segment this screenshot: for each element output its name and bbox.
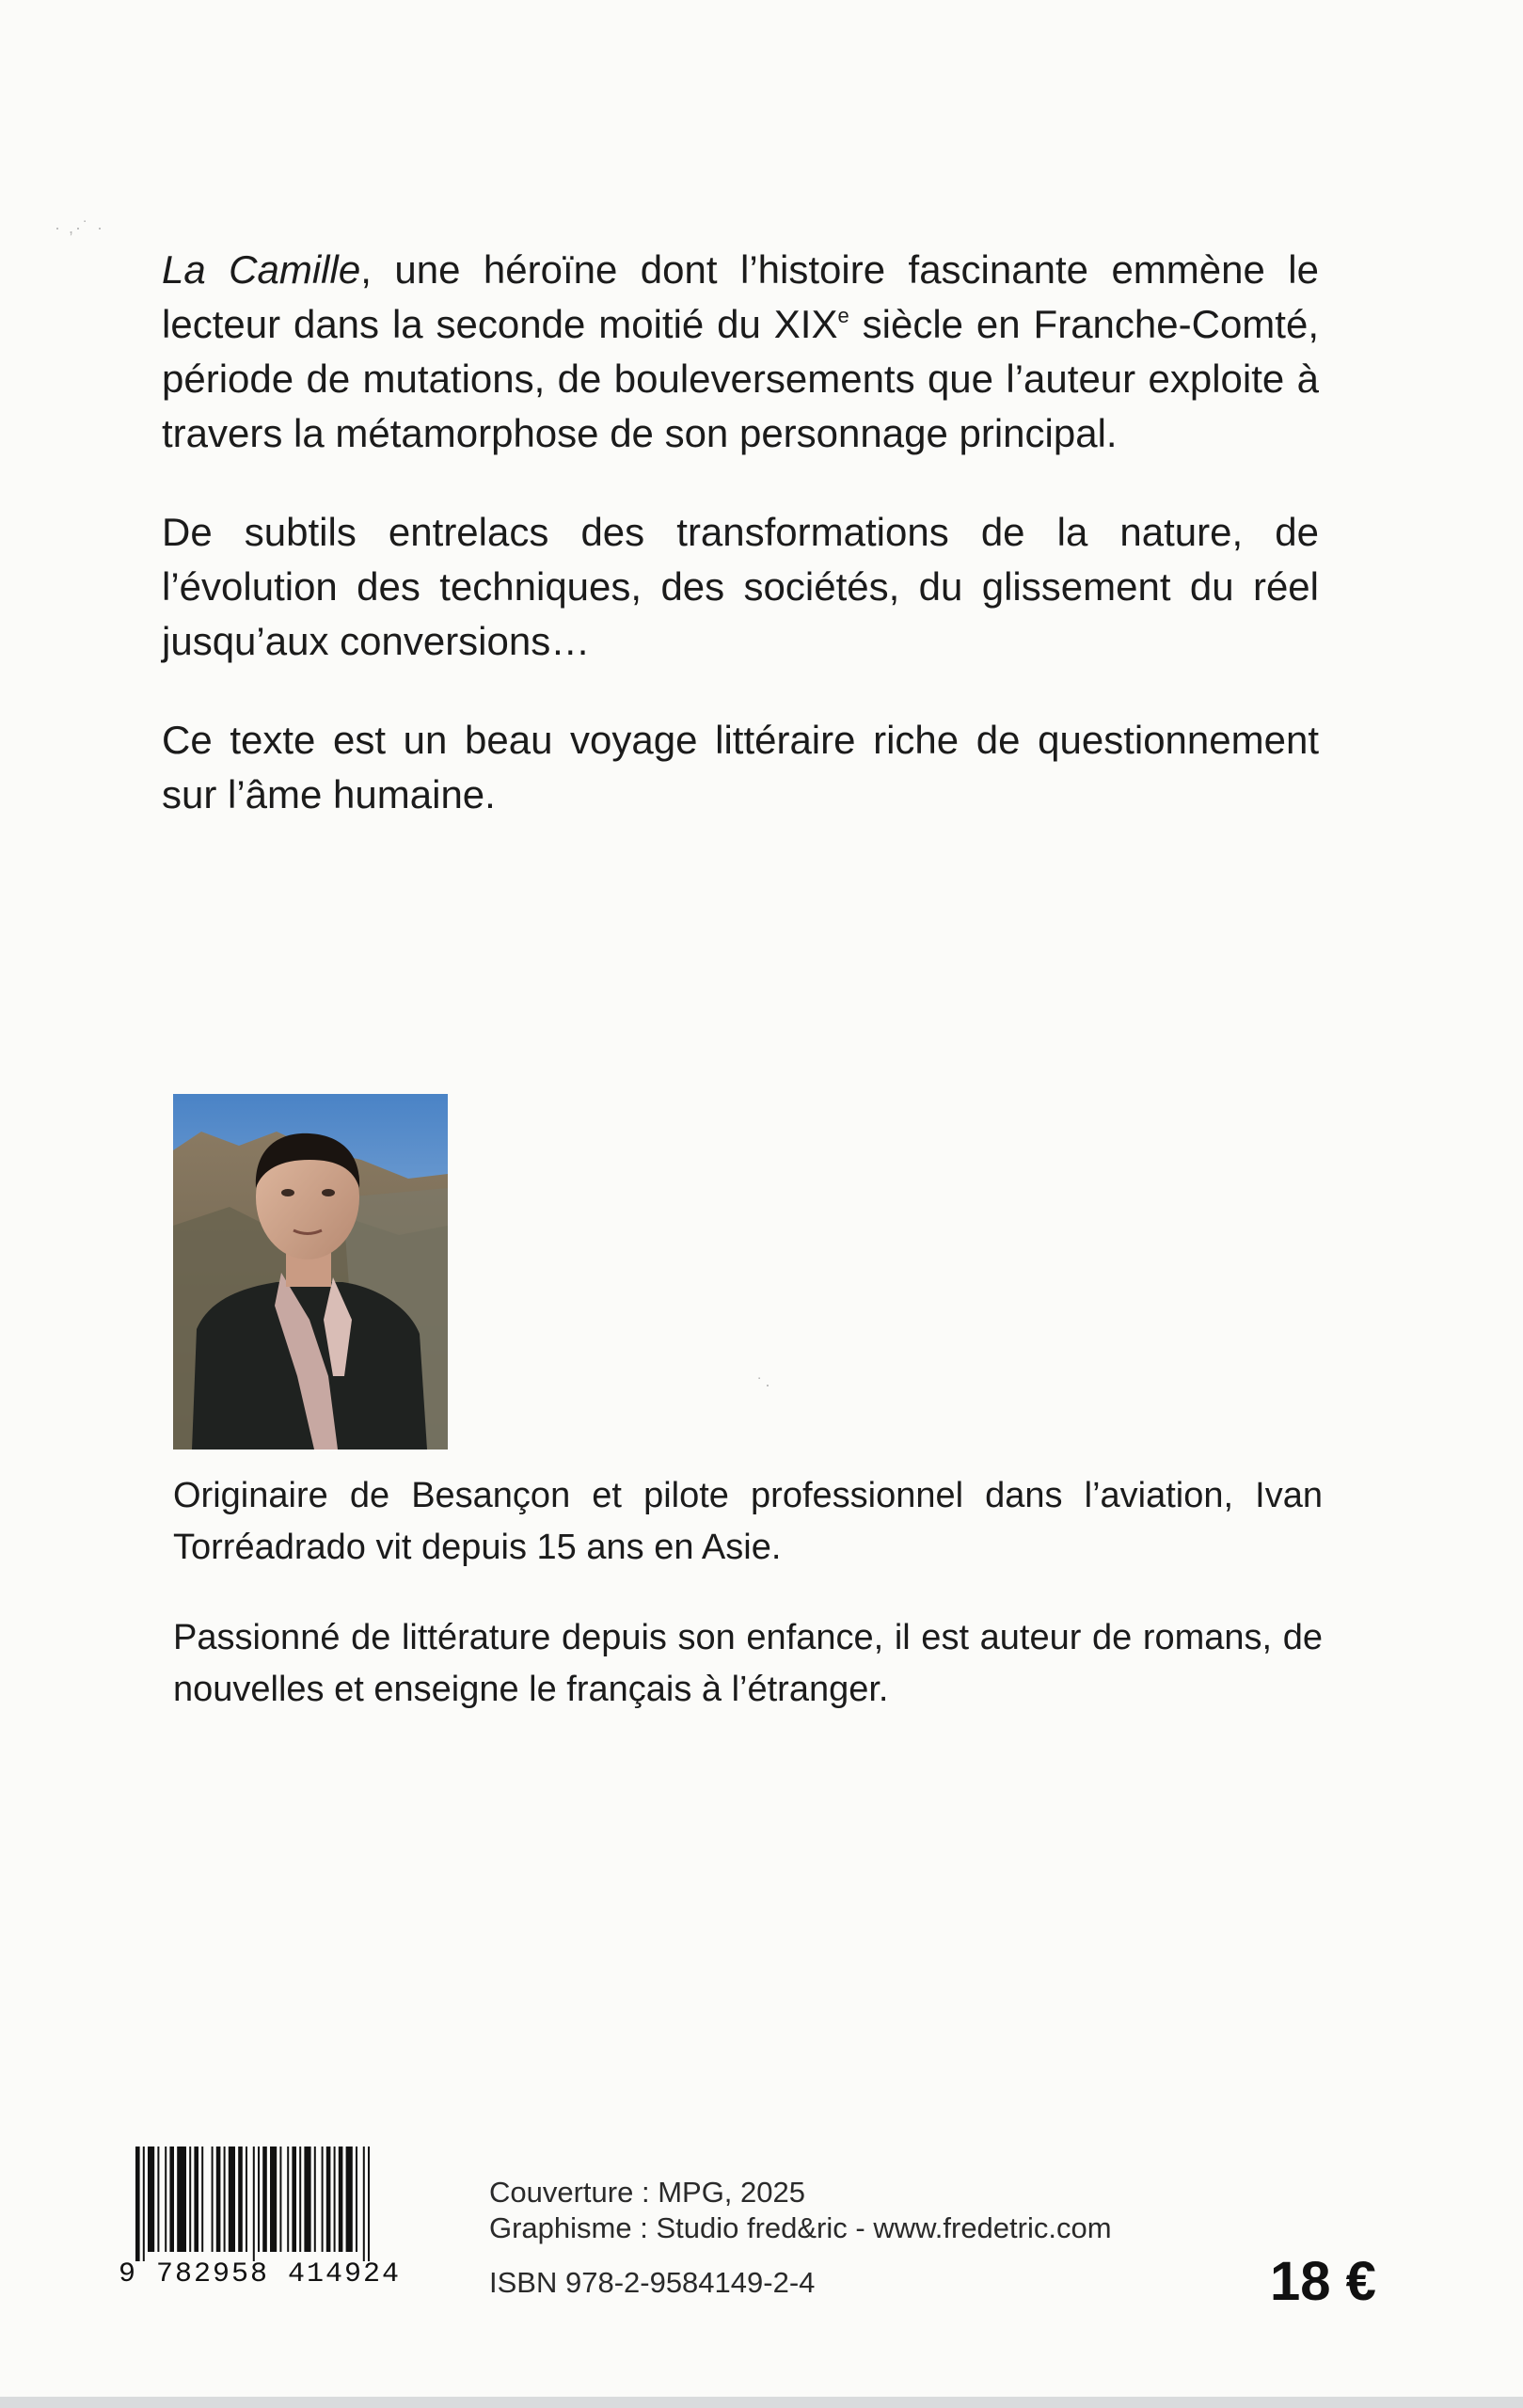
barcode-bar [270, 2147, 277, 2252]
barcode-bar [224, 2147, 226, 2252]
barcode-bar [314, 2147, 316, 2252]
barcode-bar [135, 2147, 140, 2261]
barcode-bar [148, 2147, 154, 2252]
barcode-bar [299, 2147, 301, 2252]
blurb-paragraph-3: Ce texte est un beau voyage littéraire riche de questionnement sur l’âme humaine. [162, 718, 1319, 816]
barcode-bar [339, 2147, 343, 2252]
barcode-bar [143, 2147, 145, 2261]
barcode-bar [157, 2147, 159, 2252]
isbn-number: ISBN 978-2-9584149-2-4 [489, 2266, 816, 2299]
barcode-bar [201, 2147, 203, 2252]
back-cover-blurb [162, 243, 1319, 866]
barcode-bar [356, 2147, 357, 2252]
barcode-bar [292, 2147, 296, 2252]
barcode-digits: 9 782958 414924 [119, 2258, 402, 2290]
barcode-bar [253, 2147, 255, 2261]
design-credit: Graphisme : Studio fred&ric - www.fredetric.com [489, 2211, 1112, 2244]
barcode-bar [363, 2147, 365, 2261]
barcode-bar [322, 2147, 324, 2252]
cover-credit: Couverture : MPG, 2025 [489, 2176, 805, 2209]
price: 18 € [1270, 2251, 1376, 2312]
barcode-bars [119, 2147, 438, 2261]
barcode-bar [189, 2147, 191, 2252]
barcode-bar [304, 2147, 310, 2252]
barcode-bar [177, 2147, 186, 2252]
print-speck: · ,·˙ · [55, 218, 104, 237]
barcode-bar [238, 2147, 243, 2252]
bio-paragraph-1: Originaire de Besançon et pilote professionnel dans l’aviation, Ivan Torréadrado vit depuis 15 ans en Asie. [173, 1476, 1323, 1567]
barcode-bar [229, 2147, 235, 2252]
isbn-barcode [119, 2147, 438, 2295]
page-edge [0, 2397, 1523, 2408]
blurb-paragraph-1: La Camille, une héroïne dont l’histoire fascinante emmène le lecteur dans la seconde moitié du XIXe siècle en Franche-Comté, période de mutations, de bouleversements que l’auteur exploite à travers la métamorphose de son personnage principal. [162, 247, 1319, 455]
barcode-bar [334, 2147, 336, 2252]
barcode-bar [169, 2147, 174, 2252]
barcode-bar [368, 2147, 370, 2261]
print-speck: ˙· [757, 1375, 772, 1394]
barcode-bar [165, 2147, 167, 2252]
barcode-bar [216, 2147, 221, 2252]
barcode-bar [258, 2147, 260, 2252]
author-photo [173, 1094, 448, 1450]
bio-paragraph-2: Passionné de littérature depuis son enfance, il est auteur de romans, de nouvelles et enseigne le français à l’étranger. [173, 1618, 1323, 1709]
blurb-paragraph-2: De subtils entrelacs des transformations de la nature, de l’évolution des techniques, des sociétés, du glissement du réel jusqu’aux conversions… [162, 510, 1319, 663]
author-bio [173, 1470, 1323, 1754]
barcode-bar [246, 2147, 247, 2252]
barcode-bar [326, 2147, 331, 2252]
barcode-bar [287, 2147, 289, 2252]
book-title: La Camille [162, 247, 361, 292]
barcode-bar [212, 2147, 214, 2252]
barcode-bar [194, 2147, 198, 2252]
barcode-bar [262, 2147, 267, 2252]
barcode-bar [279, 2147, 281, 2252]
credits [489, 2175, 1112, 2246]
barcode-bar [346, 2147, 353, 2252]
